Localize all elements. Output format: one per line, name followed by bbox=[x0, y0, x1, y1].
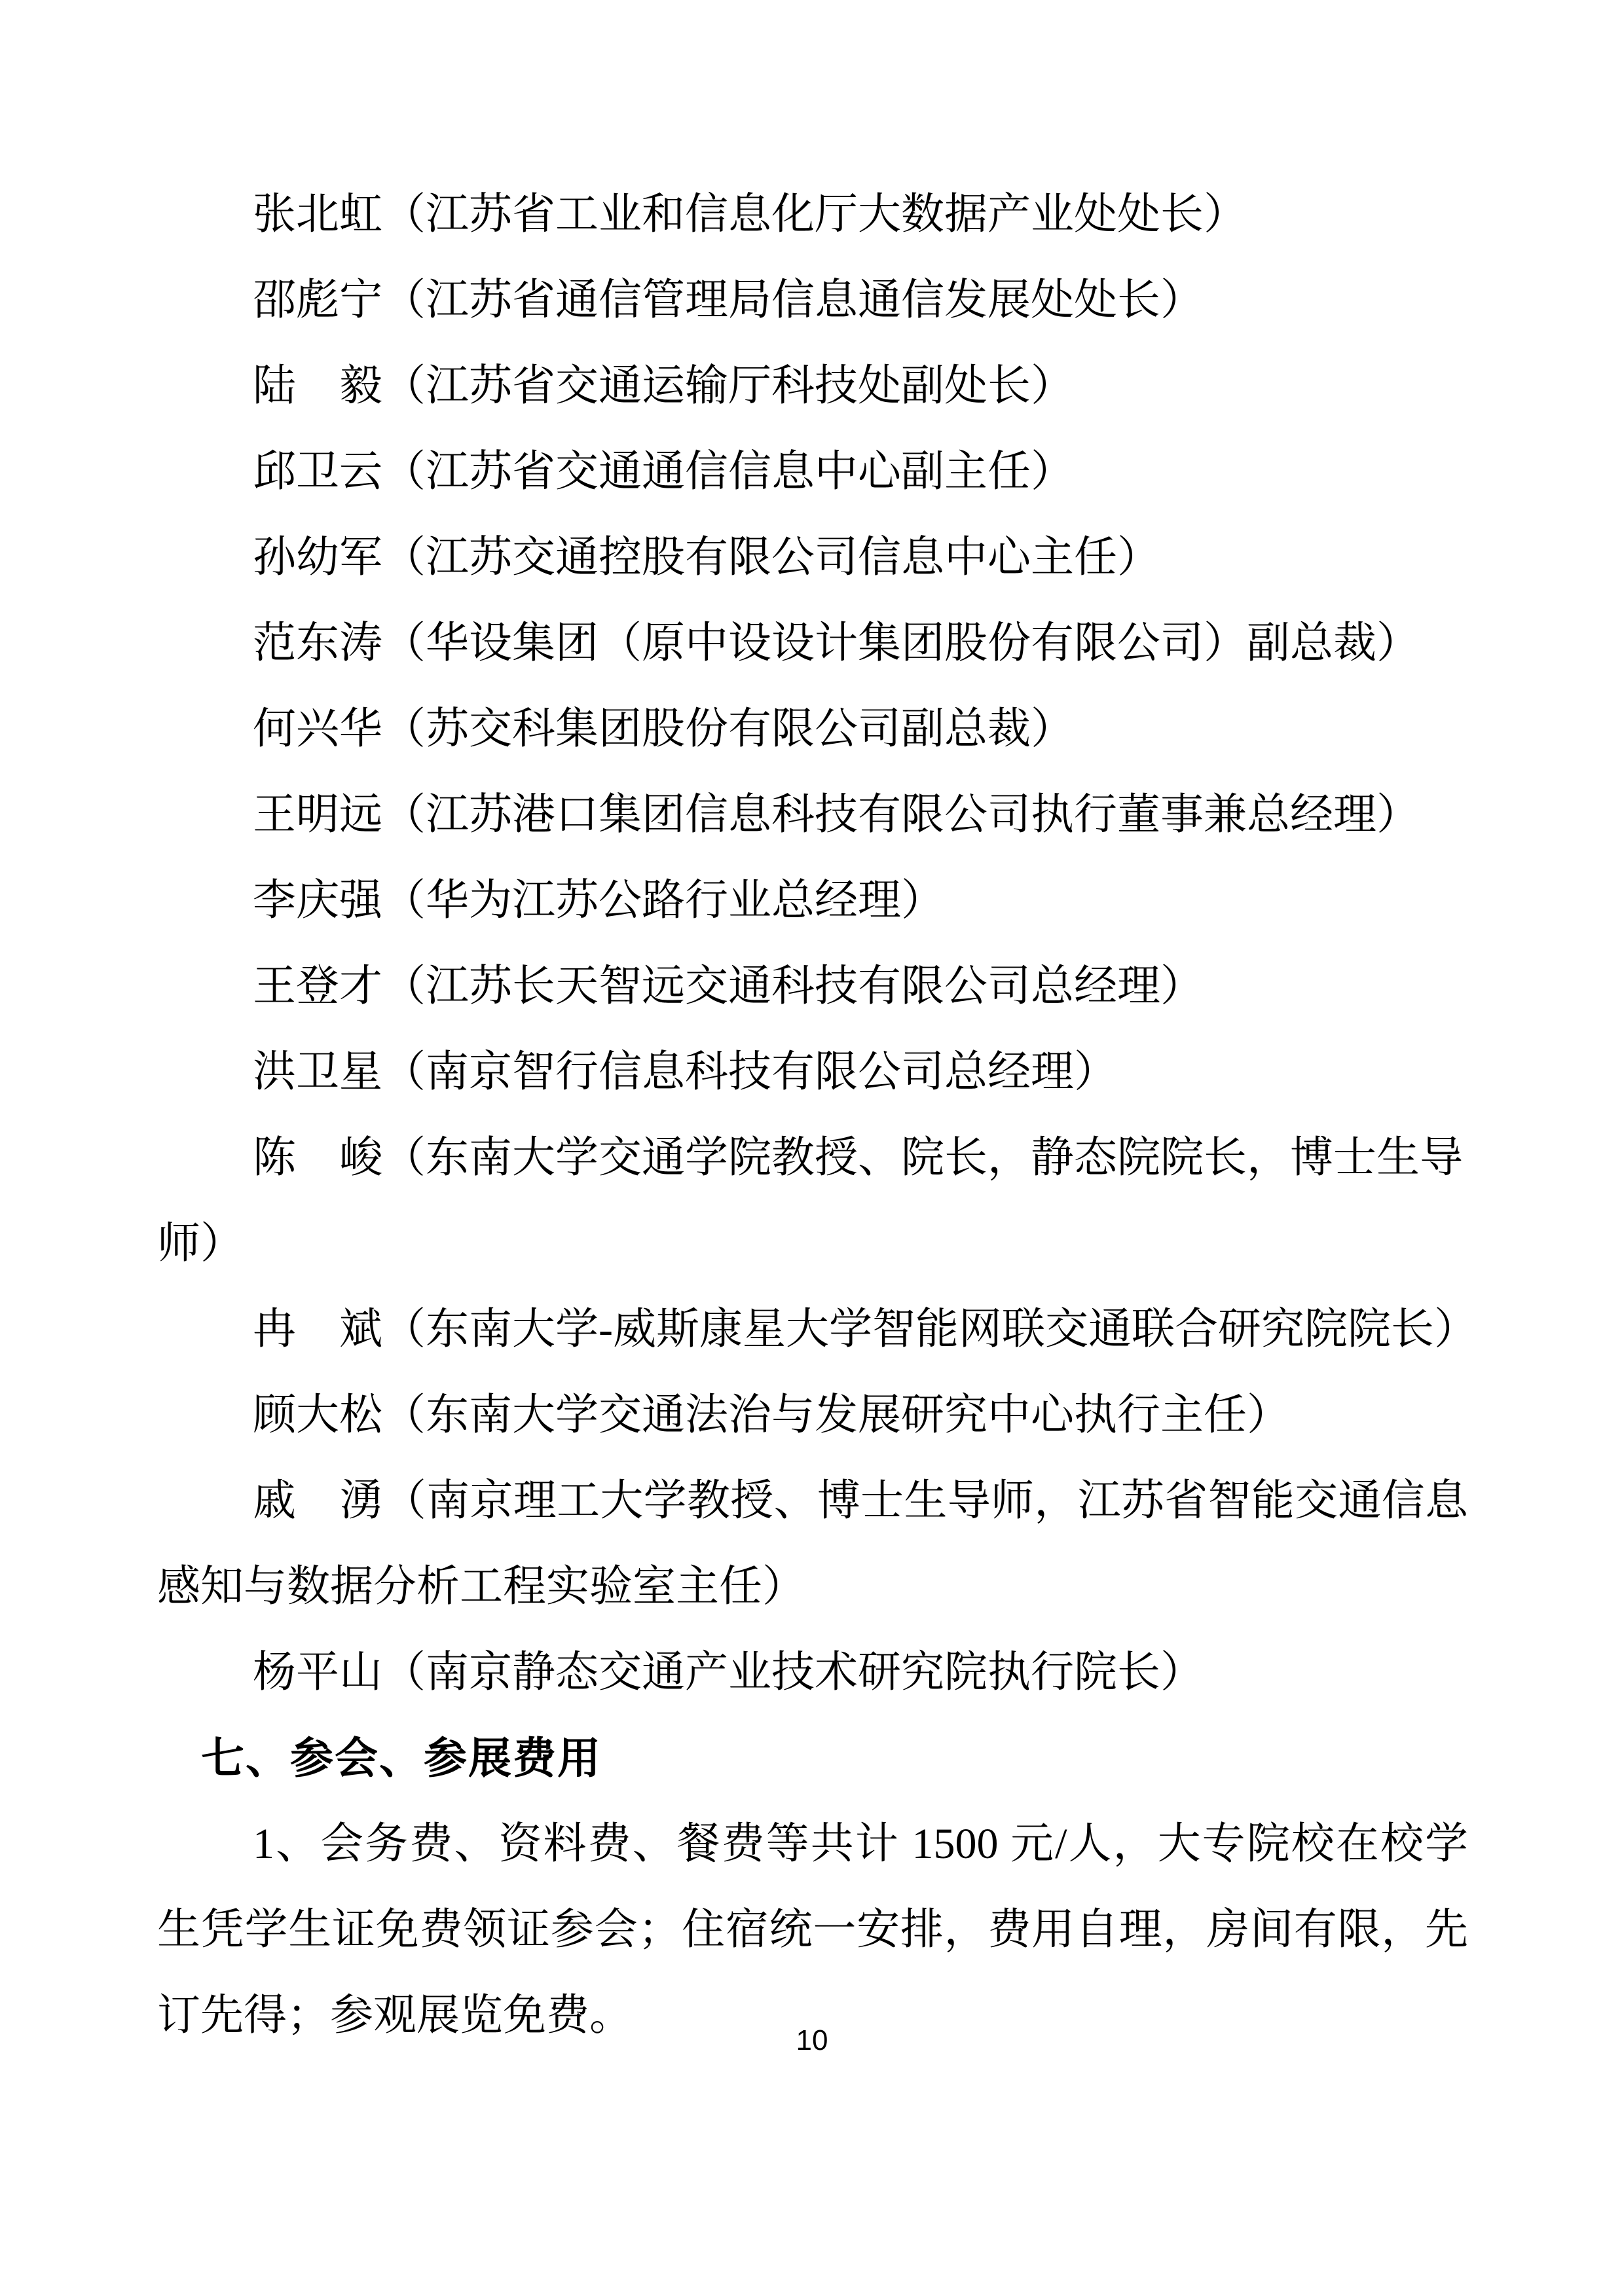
attendee-line: 邵彪宁（江苏省通信管理局信息通信发展处处长） bbox=[253, 276, 1204, 324]
attendee-line: 王登才（江苏长天智远交通科技有限公司总经理） bbox=[253, 962, 1204, 1010]
attendee-line: 顾大松（东南大学交通法治与发展研究中心执行主任） bbox=[253, 1391, 1290, 1439]
attendee-line: 冉 斌（东南大学-威斯康星大学智能网联交通联合研究院院长） bbox=[253, 1305, 1477, 1353]
attendee-line: 杨平山（南京静态交通产业技术研究院执行院长） bbox=[253, 1649, 1204, 1696]
fee-paragraph-line: 生凭学生证免费领证参会；住宿统一安排，费用自理，房间有限，先 bbox=[157, 1906, 1468, 1954]
text-block bbox=[157, 172, 1477, 2058]
attendee-line: 范东涛（华设集团（原中设设计集团股份有限公司）副总裁） bbox=[253, 619, 1420, 667]
page-number: 10 bbox=[796, 2024, 828, 2056]
attendee-line: 戚 湧（南京理工大学教授、博士生导师，江苏省智能交通信息 bbox=[253, 1477, 1468, 1525]
attendee-line: 王明远（江苏港口集团信息科技有限公司执行董事兼总经理） bbox=[253, 791, 1420, 839]
attendee-line: 孙幼军（江苏交通控股有限公司信息中心主任） bbox=[253, 534, 1160, 581]
attendee-line: 洪卫星（南京智行信息科技有限公司总经理） bbox=[253, 1048, 1117, 1096]
attendee-line: 李庆强（华为江苏公路行业总经理） bbox=[253, 877, 944, 924]
attendee-line: 陆 毅（江苏省交通运输厅科技处副处长） bbox=[253, 362, 1074, 410]
fee-paragraph-line: 订先得；参观展览免费。 bbox=[157, 1992, 633, 2039]
attendee-line: 陈 峻（东南大学交通学院教授、院长，静态院院长，博士生导师） bbox=[157, 1134, 1463, 1267]
attendee-line: 邱卫云（江苏省交通通信信息中心副主任） bbox=[253, 448, 1074, 496]
section-heading: 七、参会、参展费用 bbox=[201, 1734, 602, 1782]
attendee-line: 张北虹（江苏省工业和信息化厅大数据产业处处长） bbox=[253, 191, 1247, 238]
fee-paragraph-line: 1、会务费、资料费、餐费等共计 1500 元/人，大专院校在校学 bbox=[253, 1820, 1468, 1868]
attendee-line: 何兴华（苏交科集团股份有限公司副总裁） bbox=[253, 705, 1074, 753]
attendee-line-continuation: 感知与数据分析工程实验室主任） bbox=[157, 1563, 805, 1611]
